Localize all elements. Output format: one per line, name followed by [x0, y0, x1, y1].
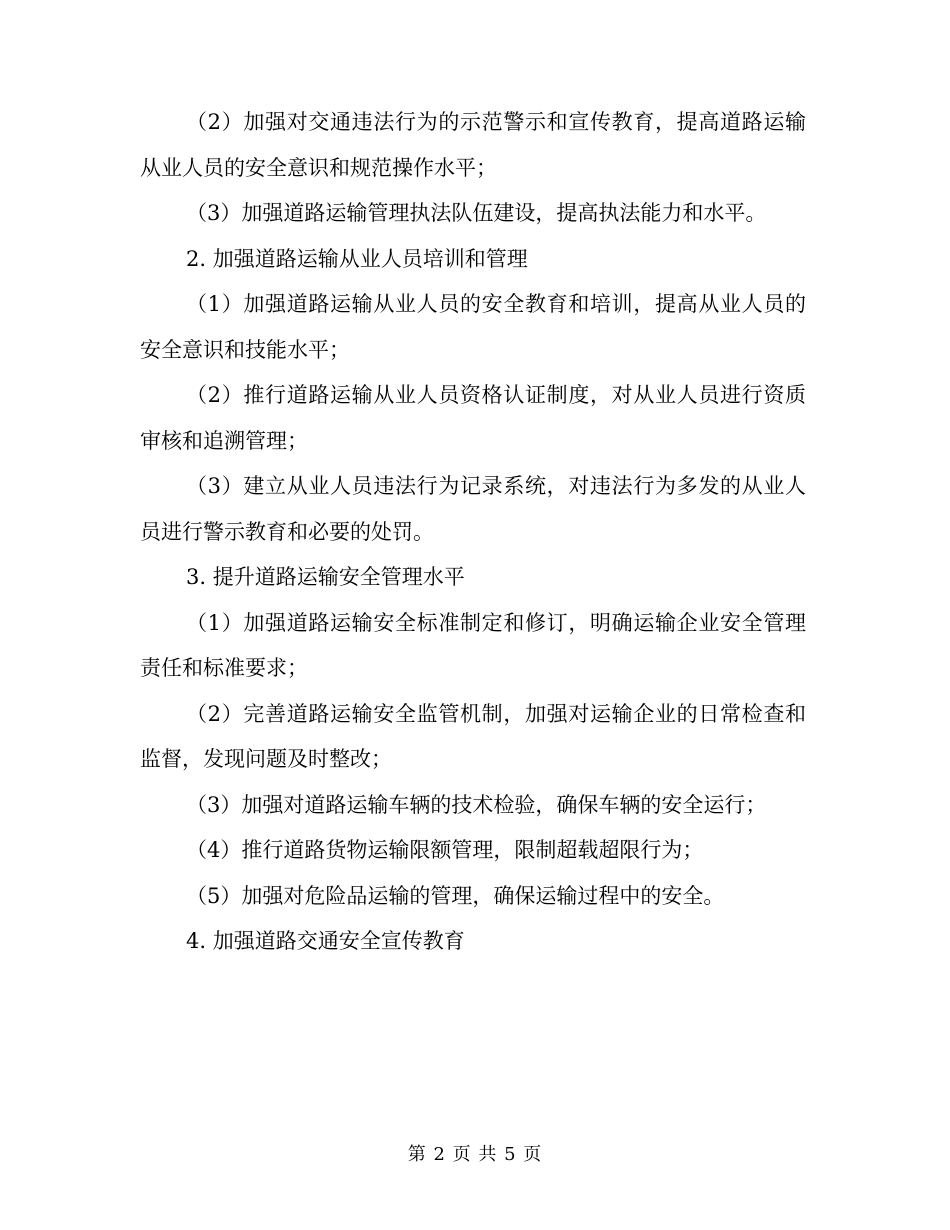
- section-heading-2: 2. 加强道路运输从业人员培训和管理: [186, 246, 528, 271]
- paragraph-item-2-of-section-1: （2）加强对交通违法行为的示范警示和宣传教育，提高道路运输从业人员的安全意识和规范操作水平；: [140, 110, 806, 180]
- paragraph-item-2-of-section-3: （2）完善道路运输安全监管机制，加强对运输企业的日常检查和监督，发现问题及时整改；: [140, 701, 806, 771]
- section-heading-4: 4. 加强道路交通安全宣传教育: [186, 929, 465, 953]
- paragraph-item-5-of-section-3: （5）加强对危险品运输的管理，确保运输过程中的安全。: [186, 883, 725, 908]
- document-body: [140, 100, 806, 965]
- paragraph-item-1-of-section-3: （1）加强道路运输安全标准制定和修订，明确运输企业安全管理责任和标准要求；: [140, 610, 806, 680]
- paragraph-item-4-of-section-3: （4）推行道路货物运输限额管理，限制超载超限行为；: [186, 838, 704, 862]
- section-heading-3: 3. 提升道路运输安全管理水平: [186, 565, 465, 589]
- page-footer: 第 2 页 共 5 页: [407, 1144, 543, 1165]
- paragraph-item-3-of-section-3: （3）加强对道路运输车辆的技术检验，确保车辆的安全运行；: [186, 792, 767, 817]
- paragraph-item-2-of-section-2: （2）推行道路运输从业人员资格认证制度，对从业人员进行资质审核和追溯管理；: [140, 383, 806, 453]
- paragraph-item-1-of-section-2: （1）加强道路运输从业人员的安全教育和培训，提高从业人员的安全意识和技能水平；: [140, 292, 806, 362]
- paragraph-item-3-of-section-2: （3）建立从业人员违法行为记录系统，对违法行为多发的从业人员进行警示教育和必要的处罚。: [140, 474, 806, 544]
- paragraph-item-3-of-section-1: （3）加强道路运输管理执法队伍建设，提高执法能力和水平。: [186, 201, 767, 225]
